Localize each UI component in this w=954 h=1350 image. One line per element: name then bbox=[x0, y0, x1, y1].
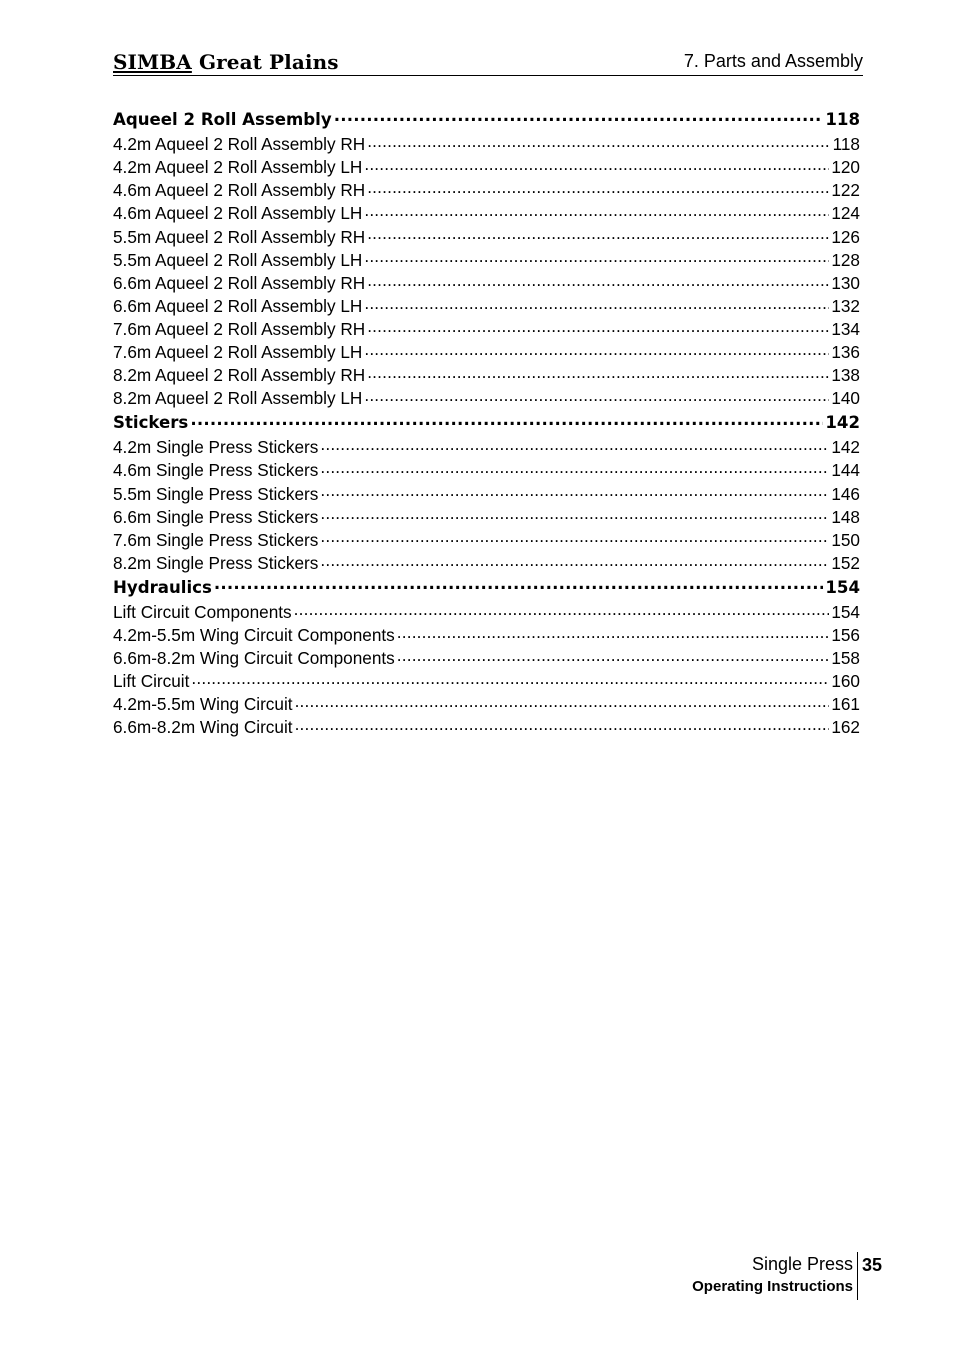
toc-entry-page: 148 bbox=[831, 506, 860, 527]
toc-entry[interactable] bbox=[113, 156, 860, 179]
dot-leader bbox=[367, 133, 830, 150]
toc-entry-page: 134 bbox=[831, 318, 860, 339]
toc-entry-label: 4.6m Aqueel 2 Roll Assembly LH bbox=[113, 203, 363, 224]
toc-entry[interactable] bbox=[113, 179, 860, 202]
toc-entry-page: 136 bbox=[831, 342, 860, 363]
dot-leader bbox=[295, 693, 830, 710]
toc-entry[interactable] bbox=[113, 364, 860, 387]
dot-leader bbox=[364, 202, 829, 219]
toc-entry-label: 8.2m Aqueel 2 Roll Assembly RH bbox=[113, 365, 366, 386]
toc-entry-page: 158 bbox=[831, 648, 860, 669]
footer-text bbox=[692, 1252, 858, 1300]
toc-entry-label: 4.2m-5.5m Wing Circuit bbox=[113, 694, 293, 715]
toc-entry-label: 4.2m Single Press Stickers bbox=[113, 437, 319, 458]
dot-leader bbox=[367, 179, 829, 196]
document-subtitle: Operating Instructions bbox=[692, 1278, 853, 1295]
toc-entry-page: 160 bbox=[831, 671, 860, 692]
toc-heading-label: Hydraulics bbox=[113, 577, 212, 597]
brand-simba: SIMBA bbox=[113, 50, 192, 74]
toc-entry[interactable] bbox=[113, 529, 860, 552]
toc-entry-label: 6.6m-8.2m Wing Circuit Components bbox=[113, 648, 395, 669]
toc-entry[interactable] bbox=[113, 341, 860, 364]
toc-entry[interactable] bbox=[113, 248, 860, 271]
toc-entry-label: 4.2m Aqueel 2 Roll Assembly RH bbox=[113, 134, 366, 155]
toc-entry-label: 8.2m Single Press Stickers bbox=[113, 552, 319, 573]
toc-entry-page: 156 bbox=[831, 624, 860, 645]
toc-entry-label: 6.6m Aqueel 2 Roll Assembly LH bbox=[113, 295, 363, 316]
dot-leader bbox=[364, 295, 829, 312]
page-header bbox=[113, 48, 863, 76]
page-number: 35 bbox=[862, 1255, 883, 1275]
toc-heading-page: 142 bbox=[825, 413, 860, 433]
dot-leader bbox=[364, 387, 829, 404]
toc-entry[interactable] bbox=[113, 482, 860, 505]
dot-leader bbox=[367, 225, 829, 242]
toc-heading-page: 154 bbox=[825, 577, 860, 597]
dot-leader bbox=[320, 459, 829, 476]
toc-entry[interactable] bbox=[113, 436, 860, 459]
toc-entry-label: 4.6m Single Press Stickers bbox=[113, 460, 319, 481]
product-name: Single Press bbox=[751, 1254, 853, 1274]
toc-entry-label: 6.6m Single Press Stickers bbox=[113, 506, 319, 527]
dot-leader bbox=[320, 552, 829, 569]
toc-section bbox=[113, 107, 860, 410]
toc-entry-page: 144 bbox=[831, 460, 860, 481]
dot-leader bbox=[334, 108, 824, 125]
toc-entry[interactable] bbox=[113, 272, 860, 295]
toc-entry-label: Lift Circuit Components bbox=[113, 601, 292, 622]
dot-leader bbox=[397, 624, 830, 641]
toc-entry[interactable] bbox=[113, 670, 860, 693]
section-title: 7. Parts and Assembly bbox=[683, 51, 863, 71]
toc-entry-label: 6.6m Aqueel 2 Roll Assembly RH bbox=[113, 272, 366, 293]
toc-entry[interactable] bbox=[113, 624, 860, 647]
toc-entry[interactable] bbox=[113, 647, 860, 670]
toc-entry[interactable] bbox=[113, 601, 860, 624]
toc-entry-page: 154 bbox=[831, 601, 860, 622]
toc-entry-label: 6.6m-8.2m Wing Circuit bbox=[113, 717, 293, 738]
toc-entry-label: 5.5m Aqueel 2 Roll Assembly LH bbox=[113, 249, 363, 270]
toc-entry-label: 8.2m Aqueel 2 Roll Assembly LH bbox=[113, 388, 363, 409]
toc-entry[interactable] bbox=[113, 225, 860, 248]
toc-entry-page: 162 bbox=[831, 717, 860, 738]
toc-entry[interactable] bbox=[113, 459, 860, 482]
toc-entry[interactable] bbox=[113, 202, 860, 225]
dot-leader bbox=[320, 505, 829, 522]
dot-leader bbox=[367, 364, 829, 381]
dot-leader bbox=[320, 482, 829, 499]
toc-section bbox=[113, 410, 860, 575]
toc-entry-page: 122 bbox=[831, 180, 860, 201]
dot-leader bbox=[367, 272, 829, 289]
toc-entry-label: 7.6m Aqueel 2 Roll Assembly LH bbox=[113, 342, 363, 363]
dot-leader bbox=[364, 341, 829, 358]
toc-entry-label: 4.2m-5.5m Wing Circuit Components bbox=[113, 624, 395, 645]
toc-heading-page: 118 bbox=[825, 110, 860, 129]
toc-entry-page: 138 bbox=[831, 365, 860, 386]
dot-leader bbox=[190, 412, 823, 429]
toc-entry-label: Lift Circuit bbox=[113, 671, 190, 692]
dot-leader bbox=[320, 436, 829, 453]
toc-entry[interactable] bbox=[113, 318, 860, 341]
toc-heading[interactable] bbox=[113, 107, 860, 133]
toc-heading[interactable] bbox=[113, 575, 860, 601]
dot-leader bbox=[214, 576, 823, 593]
toc-entry[interactable] bbox=[113, 387, 860, 410]
toc-entry[interactable] bbox=[113, 133, 860, 156]
dot-leader bbox=[364, 248, 829, 265]
toc-entry-page: 142 bbox=[831, 437, 860, 458]
toc-entry-label: 7.6m Aqueel 2 Roll Assembly RH bbox=[113, 318, 366, 339]
toc-entry-page: 132 bbox=[831, 295, 860, 316]
toc-entry-page: 130 bbox=[831, 272, 860, 293]
toc-entry-page: 152 bbox=[831, 552, 860, 573]
dot-leader bbox=[367, 318, 829, 335]
toc-entry-page: 140 bbox=[831, 388, 860, 409]
toc-entry-page: 146 bbox=[831, 483, 860, 504]
toc-entry-label: 5.5m Single Press Stickers bbox=[113, 483, 319, 504]
toc-heading-label: Aqueel 2 Roll Assembly bbox=[113, 110, 332, 129]
dot-leader bbox=[294, 601, 830, 618]
toc-entry-page: 128 bbox=[831, 249, 860, 270]
toc-entry-page: 118 bbox=[832, 134, 860, 155]
toc-heading-label: Stickers bbox=[113, 413, 189, 433]
toc-entry-label: 5.5m Aqueel 2 Roll Assembly RH bbox=[113, 226, 366, 247]
toc-entry[interactable] bbox=[113, 295, 860, 318]
toc-entry-label: 4.2m Aqueel 2 Roll Assembly LH bbox=[113, 157, 363, 178]
brand-logo bbox=[113, 50, 339, 74]
toc-entry[interactable] bbox=[113, 552, 860, 575]
dot-leader bbox=[191, 670, 829, 687]
toc-entry-label: 4.6m Aqueel 2 Roll Assembly RH bbox=[113, 180, 366, 201]
toc-entry-page: 124 bbox=[831, 203, 860, 224]
dot-leader bbox=[320, 529, 829, 546]
brand-great-plains: Great Plains bbox=[198, 50, 339, 74]
toc-entry-label: 7.6m Single Press Stickers bbox=[113, 529, 319, 550]
toc-entry[interactable] bbox=[113, 693, 860, 716]
dot-leader bbox=[397, 647, 830, 664]
dot-leader bbox=[364, 156, 829, 173]
toc-entry-page: 126 bbox=[831, 226, 860, 247]
toc-entry-page: 120 bbox=[831, 157, 860, 178]
toc-entry[interactable] bbox=[113, 505, 860, 528]
toc-entry[interactable] bbox=[113, 716, 860, 739]
dot-leader bbox=[295, 716, 830, 733]
toc-section bbox=[113, 575, 860, 740]
toc-entry-page: 161 bbox=[831, 694, 860, 715]
toc-heading[interactable] bbox=[113, 410, 860, 436]
toc-entry-page: 150 bbox=[831, 529, 860, 550]
table-of-contents bbox=[113, 107, 860, 739]
